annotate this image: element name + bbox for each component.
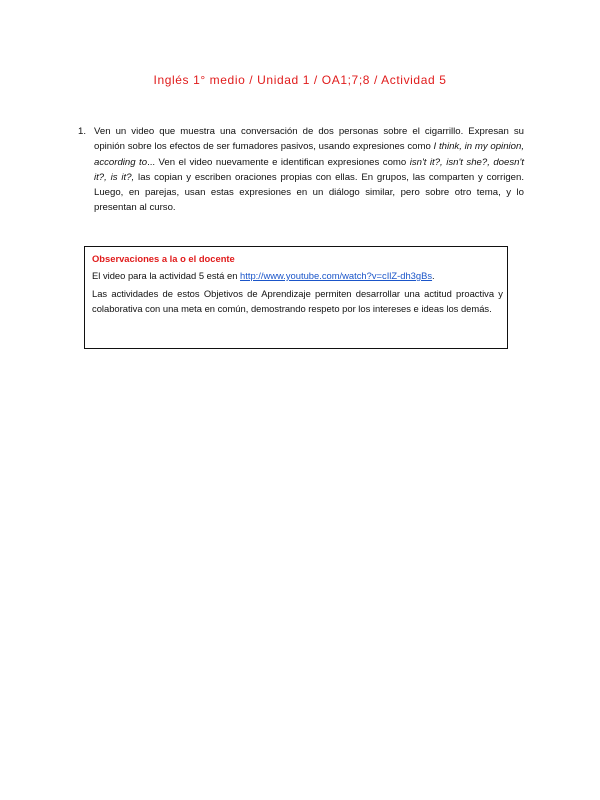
video-link-suffix: .: [432, 270, 435, 281]
activity-list-item: [78, 124, 524, 216]
activity-text-part-2: ... Ven el video nuevamente e identifican expresiones como: [147, 156, 410, 168]
teacher-notes-box: [84, 246, 508, 349]
teacher-notes-title: Observaciones a la o el docente: [92, 253, 235, 264]
activity-number: 1.: [78, 126, 87, 137]
video-link-prefix: El video para la actividad 5 está en: [92, 270, 241, 281]
activity-description: [94, 124, 524, 216]
activity-text-part-3: las copian y escriben oraciones propias con ellas. En grupos, las comparten y corrigen. Luego, en parejas, usan estas expresiones en un diálogo similar, pero sobre otro tema, y lo presentan al curso.: [94, 171, 524, 214]
document-title: Inglés 1° medio / Unidad 1 / OA1;7;8 / Actividad 5: [153, 73, 447, 87]
teacher-notes-paragraph: Las actividades de estos Objetivos de Aprendizaje permiten desarrollar una actitud proactiva y colaborativa con una meta en común, demostrando respeto por los intereses e ideas los demás.: [92, 288, 503, 314]
activity-text-part-1: Ven un video que muestra una conversación de dos personas sobre el cigarrillo. Expresan su opinión sobre los efectos de ser fumadores pasivos, usando expresiones como: [94, 126, 524, 153]
activity-italic-expressions-2: isn't it?, isn't she?, doesn't it?, is it?,: [94, 156, 524, 183]
video-link[interactable]: http://www.youtube.com/watch?v=cIlZ-dh3gBs: [240, 270, 433, 281]
activity-italic-expressions-1: I think, in my opinion, according to: [94, 141, 524, 168]
video-link-paragraph: [92, 268, 503, 283]
